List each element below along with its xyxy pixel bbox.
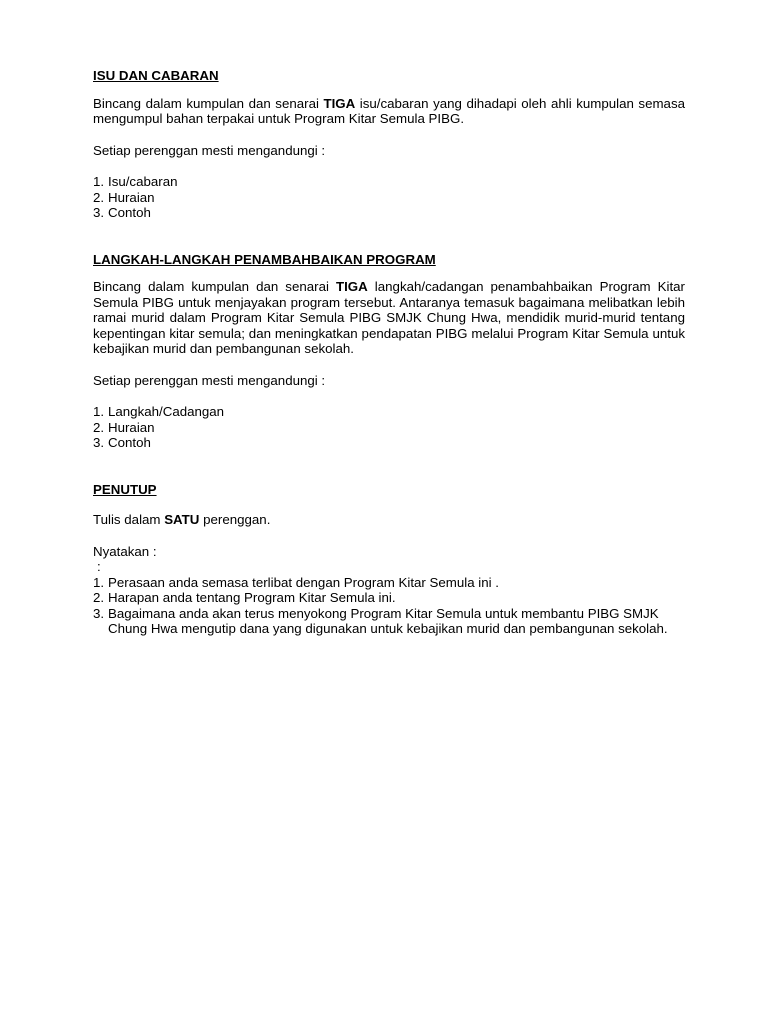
- section-penutup-list: [93, 575, 685, 637]
- stray-colon: :: [97, 559, 101, 574]
- section-heading-langkah: LANGKAH-LANGKAH PENAMBAHBAIKAN PROGRAM: [93, 251, 436, 267]
- emphasis-satu: SATU: [164, 512, 200, 527]
- section-langkah-list: [93, 404, 685, 451]
- list-item: 3. Bagaimana anda akan terus menyokong Program Kitar Semula untuk membantu PIBG SMJK Chung Hwa mengutip dana yang digunakan untuk kebajikan murid dan pembangunan sekolah.: [93, 605, 668, 636]
- section-langkah-paragraph: Bincang dalam kumpulan dan senarai TIGA langkah/cadangan penambahbaikan Program Kitar Semula PIBG untuk menjayakan program tersebut. Antaranya temasuk bagaimana melibatkan lebih ramai murid dalam Program Kitar Semula PIBG SMJK Chung Hwa, mendidik murid-murid tentang kepentingan kitar semula; dan meningkatkan pendapatan PIBG melalui Program Kitar Semula untuk kebajikan murid dan pembangunan sekolah.: [93, 279, 685, 356]
- section-isu-instruction: Setiap perenggan mesti mengandungi :: [93, 142, 326, 158]
- emphasis-tiga: TIGA: [323, 95, 356, 111]
- section-isu-list: [93, 174, 685, 221]
- list-item: 1. Langkah/Cadangan: [93, 404, 225, 419]
- list-item: 2. Huraian: [93, 189, 155, 205]
- list-item: 2. Huraian: [93, 419, 155, 435]
- list-item: 1. Isu/cabaran: [93, 174, 178, 189]
- list-item: 2. Harapan anda tentang Program Kitar Semula ini.: [93, 590, 396, 605]
- section-heading-penutup: PENUTUP: [93, 481, 157, 497]
- section-penutup-paragraph: Tulis dalam SATU perenggan.: [93, 512, 271, 527]
- list-item: 3. Contoh: [93, 205, 151, 220]
- section-heading-isu-dan-cabaran: ISU DAN CABARAN: [93, 68, 219, 83]
- section-penutup-instruction: Nyatakan :: [93, 543, 157, 559]
- emphasis-tiga: TIGA: [335, 279, 368, 294]
- section-isu-paragraph: Bincang dalam kumpulan dan senarai TIGA isu/cabaran yang dihadapi oleh ahli kumpulan semasa mengumpul bahan terpakai untuk Program Kitar Semula PIBG.: [93, 95, 685, 126]
- list-item: 3. Contoh: [93, 435, 151, 450]
- list-item: 1. Perasaan anda semasa terlibat dengan Program Kitar Semula ini .: [93, 574, 499, 590]
- section-langkah-instruction: Setiap perenggan mesti mengandungi :: [93, 372, 326, 388]
- document-page: [93, 68, 685, 637]
